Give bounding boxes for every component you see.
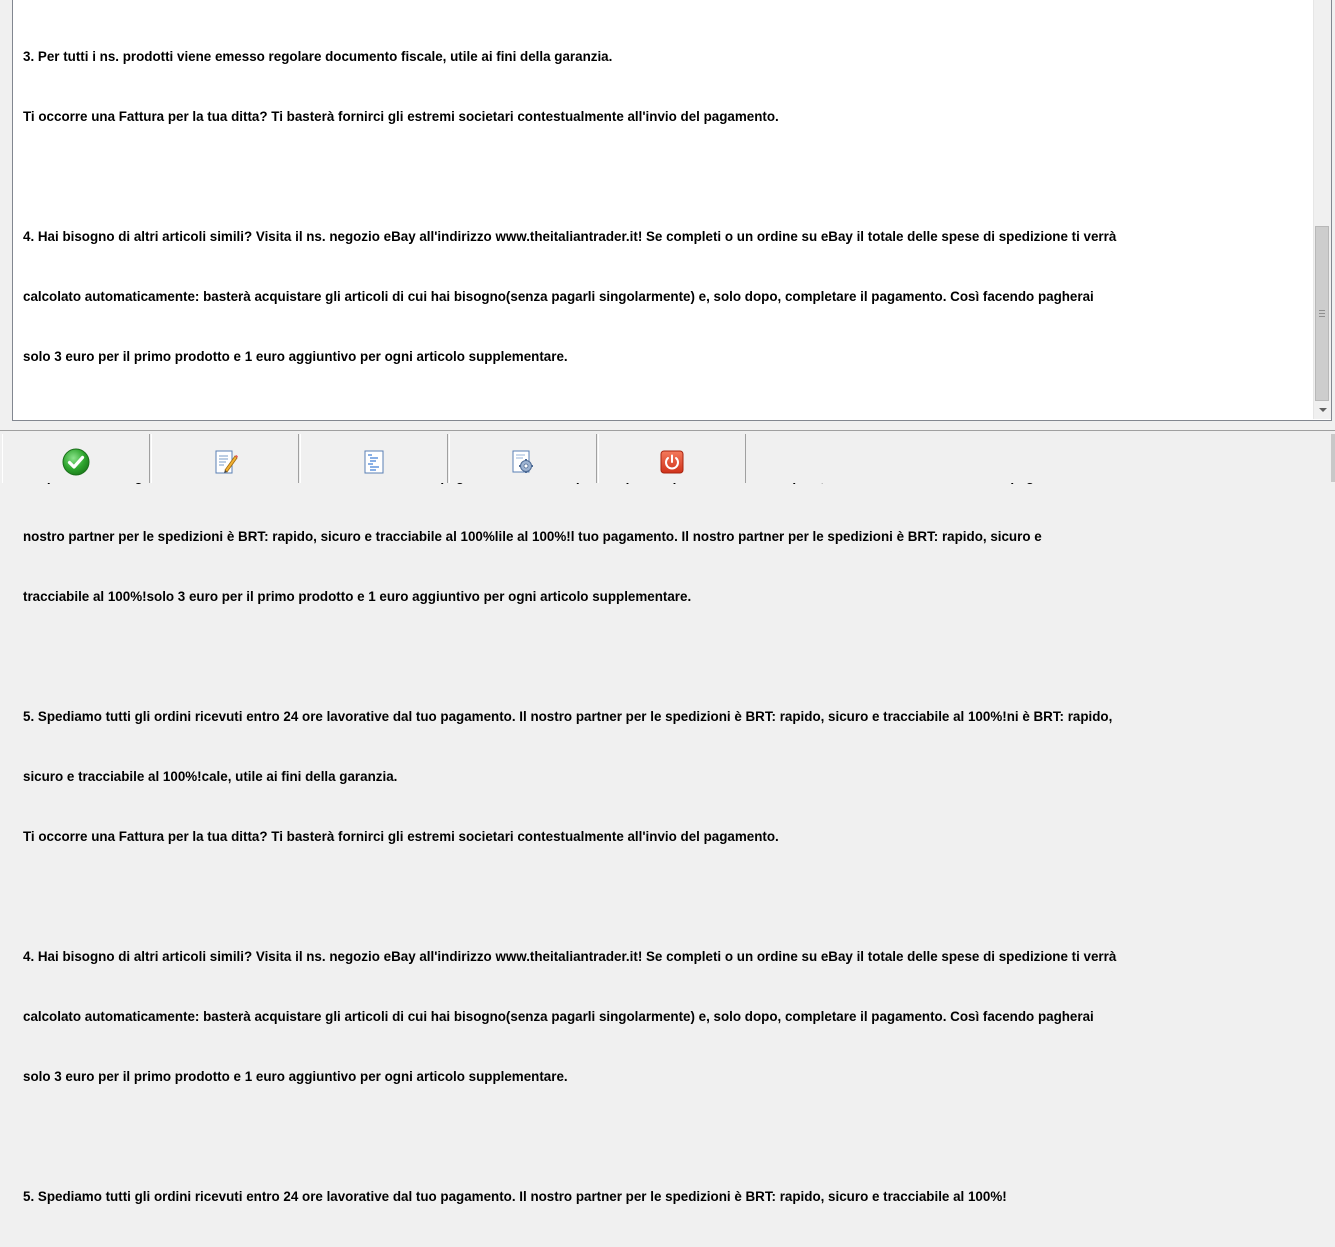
text-line xyxy=(23,167,1313,187)
text-line: 4. Hai bisogno di altri articoli simili? Visita il ns. negozio eBay all'indirizzo www.theitaliantrader.it! Se completi o un ordine su eBay il totale delle spese di spedizione ti verrà xyxy=(23,949,1117,964)
text-line: 5. Spediamo tutti gli ordini ricevuti entro 24 ore lavorative dal tuo pagamento. Il nostro partner per le spedizioni è BRT: rapido, sicuro e tracciabile al 100%! xyxy=(23,1189,1007,1204)
list-document-icon xyxy=(360,448,388,476)
checkmark-icon xyxy=(62,448,90,476)
settings-document-icon xyxy=(509,448,537,476)
text-line xyxy=(23,647,1313,667)
text-line: 5. Spediamo tutti gli ordini ricevuti entro 24 ore lavorative dal tuo pagamento. Il nostro partner per le spedizioni è BRT: rapido, sicuro e tracciabile al 100%!ni è BRT: rapido, xyxy=(23,709,1113,724)
scrollbar-thumb[interactable] xyxy=(1315,226,1329,401)
text-line xyxy=(23,1127,1313,1147)
vertical-scrollbar[interactable] xyxy=(1313,0,1331,419)
window-edge xyxy=(1331,434,1335,482)
text-line: nostro partner per le spedizioni è BRT: rapido, sicuro e tracciabile al 100%lile al 100%!l tuo pagamento. Il nostro partner per le spedizioni è BRT: rapido, sicuro e xyxy=(23,529,1042,544)
description-text xyxy=(23,7,1313,1247)
power-icon xyxy=(658,448,686,476)
text-line: solo 3 euro per il primo prodotto e 1 euro aggiuntivo per ogni articolo supplementare. xyxy=(23,349,568,364)
text-line xyxy=(23,887,1313,907)
text-line: calcolato automaticamente: basterà acquistare gli articoli di cui hai bisogno(senza pagarli singolarmente) e, solo dopo, completare il pagamento. Così facendo pagherai xyxy=(23,1009,1094,1024)
scroll-down-arrow-icon[interactable] xyxy=(1314,402,1331,419)
grip-icon xyxy=(1319,310,1325,317)
text-line: calcolato automaticamente: basterà acquistare gli articoli di cui hai bisogno(senza pagarli singolarmente) e, solo dopo, completare il pagamento. Così facendo pagherai xyxy=(23,289,1094,304)
list-button[interactable] xyxy=(300,434,448,483)
text-line xyxy=(23,407,1313,427)
description-text-area[interactable] xyxy=(12,0,1332,1204)
text-line: solo 3 euro per il primo prodotto e 1 euro aggiuntivo per ogni articolo supplementare. xyxy=(23,1069,568,1084)
text-line: Ti occorre una Fattura per la tua ditta? Ti basterà fornirci gli estremi societari contestualmente all'invio del pagamento. xyxy=(23,109,779,124)
text-line: 4. Hai bisogno di altri articoli simili? Visita il ns. negozio eBay all'indirizzo www.theitaliantrader.it! Se completi o un ordine su eBay il totale delle spese di spedizione ti verrà xyxy=(23,229,1117,244)
edit-document-icon xyxy=(211,448,239,476)
text-line: sicuro e tracciabile al 100%!cale, utile ai fini della garanzia. xyxy=(23,769,398,784)
confirm-button[interactable] xyxy=(2,434,150,483)
edit-button[interactable] xyxy=(151,434,299,483)
exit-button[interactable] xyxy=(598,434,746,483)
text-line: tracciabile al 100%!solo 3 euro per il primo prodotto e 1 euro aggiuntivo per ogni articolo supplementare. xyxy=(23,589,692,604)
text-line: 3. Per tutti i ns. prodotti viene emesso regolare documento fiscale, utile ai fini della garanzia. xyxy=(23,49,613,64)
text-line: Ti occorre una Fattura per la tua ditta? Ti basterà fornirci gli estremi societari contestualmente all'invio del pagamento. xyxy=(23,829,779,844)
bottom-toolbar xyxy=(0,430,1335,483)
settings-button[interactable] xyxy=(449,434,597,483)
